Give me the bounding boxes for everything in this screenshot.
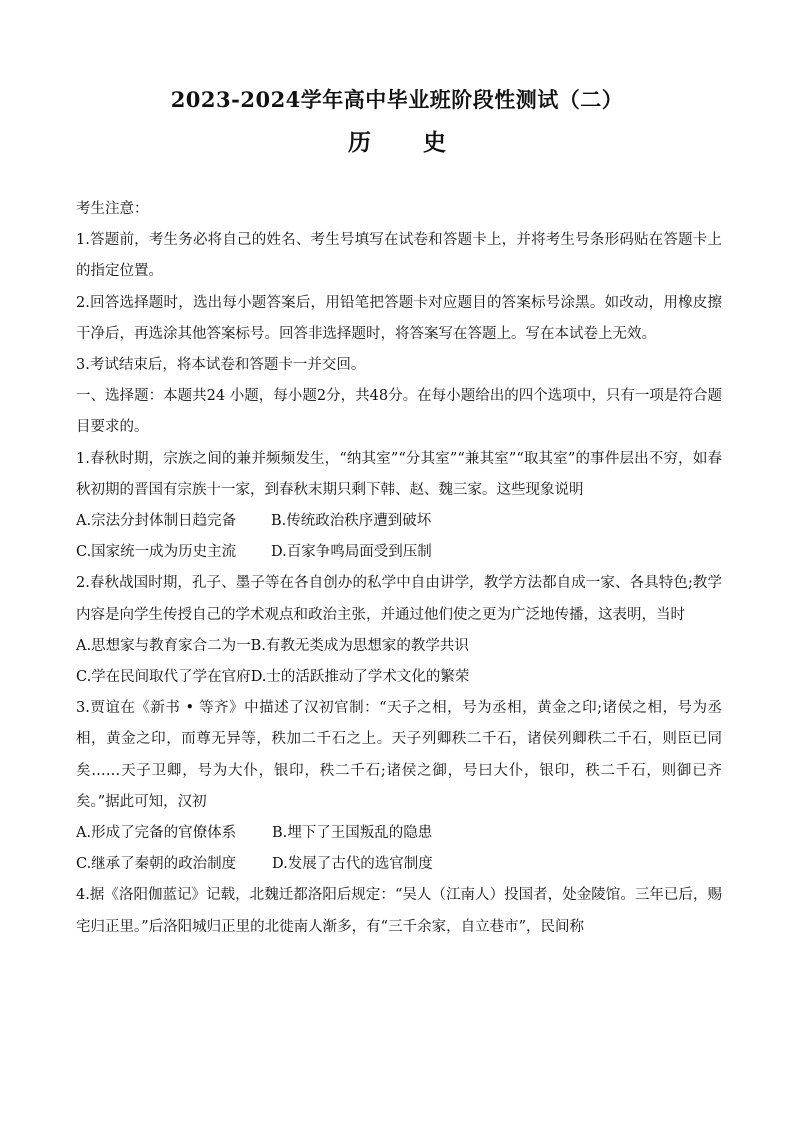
option-a: A.宗法分封体制日趋完备 [76,513,237,530]
exam-content [76,194,722,943]
option-c: C.继承了秦朝的政治制度 [76,856,237,873]
question-stem: 2.春秋战国时期，孔子、墨子等在各自创办的私学中自由讲学，教学方法都自成一家、各具特色;教学内容是向学生传授自己的学术观点和政治主张，并通过他们使之更为广泛地传播，这表明，当时 [76,575,722,623]
option-row [76,537,722,568]
subject-title: 历 史 [347,129,468,156]
option-row [76,818,722,849]
option-d: D.发展了古代的选官制度 [272,856,433,873]
option-d: D.百家争鸣局面受到压制 [271,544,432,561]
option-b: B.埋下了王国叛乱的隐患 [272,825,433,842]
option-a: A.形成了完备的官僚体系 [76,825,237,842]
option-row [76,631,722,662]
option-b: B.传统政治秩序遭到破坏 [271,513,432,530]
option-row [76,506,722,537]
option-row [76,849,722,880]
option-b: B.有教无类成为思想家的教学共识 [250,637,469,654]
exam-title: 2023-2024学年高中毕业班阶段性测试（二） [170,87,624,112]
option-c: C.国家统一成为历史主流 [76,544,237,561]
notice-item: 1.答题前，考生务必将自己的姓名、考生号填写在试卷和答题卡上，并将考生号条形码贴在答题卡上的指定位置。 [76,232,722,280]
notice-item: 3.考试结束后，将本试卷和答题卡一并交回。 [76,357,366,374]
notice-item: 2.回答选择题时，选出每小题答案后，用铅笔把答题卡对应题目的答案标号涂黑。如改动，用橡皮擦干净后，再选涂其他答案标号。回答非选择题时，将答案写在答题上。写在本试卷上无效。 [76,294,722,342]
option-a: A.思想家与教育家合二为一 [76,637,251,654]
question-stem: 3.贾谊在《新书 • 等齐》中描述了汉初官制：“天子之相，号为丞相，黄金之印;诸侯之相，号为丞相，黄金之印，而尊无异等，秩加二千石之上。天子列卿秩二千石，诸侯列卿秩二千石，则臣已同矣……天子卫卿，号为大仆，银印，秩二千石;诸侯之御，号曰大仆，银印，秩二千石，则御已齐矣。”据此可知，汉初 [76,700,722,810]
notice-heading: 考生注意： [76,201,149,217]
option-d: D.士的活跃推动了学术文化的繁荣 [250,669,470,686]
section-intro: 一、选择题：本题共24 小题，每小题2分，共48分。在每小题给出的四个选项中，只有一项是符合题目要求的。 [76,388,722,436]
question-stem: 4.据《洛阳伽蓝记》记载，北魏迁都洛阳后规定：“吴人（江南人）投国者，处金陵馆。三年已后，赐宅归正里。”后洛阳城归正里的北徙南人渐多，有“三千余家，自立巷市”，民间称 [76,887,722,935]
option-c: C.学在民间取代了学在官府 [76,669,251,686]
option-row [76,662,722,693]
question-stem: 1.春秋时期，宗族之间的兼并频频发生，“纳其室”“分其室”“兼其室”“取其室”的事件层出不穷，如春秋初期的晋国有宗族十一家，到春秋末期只剩下韩、赵、魏三家。这些现象说明 [76,450,722,498]
